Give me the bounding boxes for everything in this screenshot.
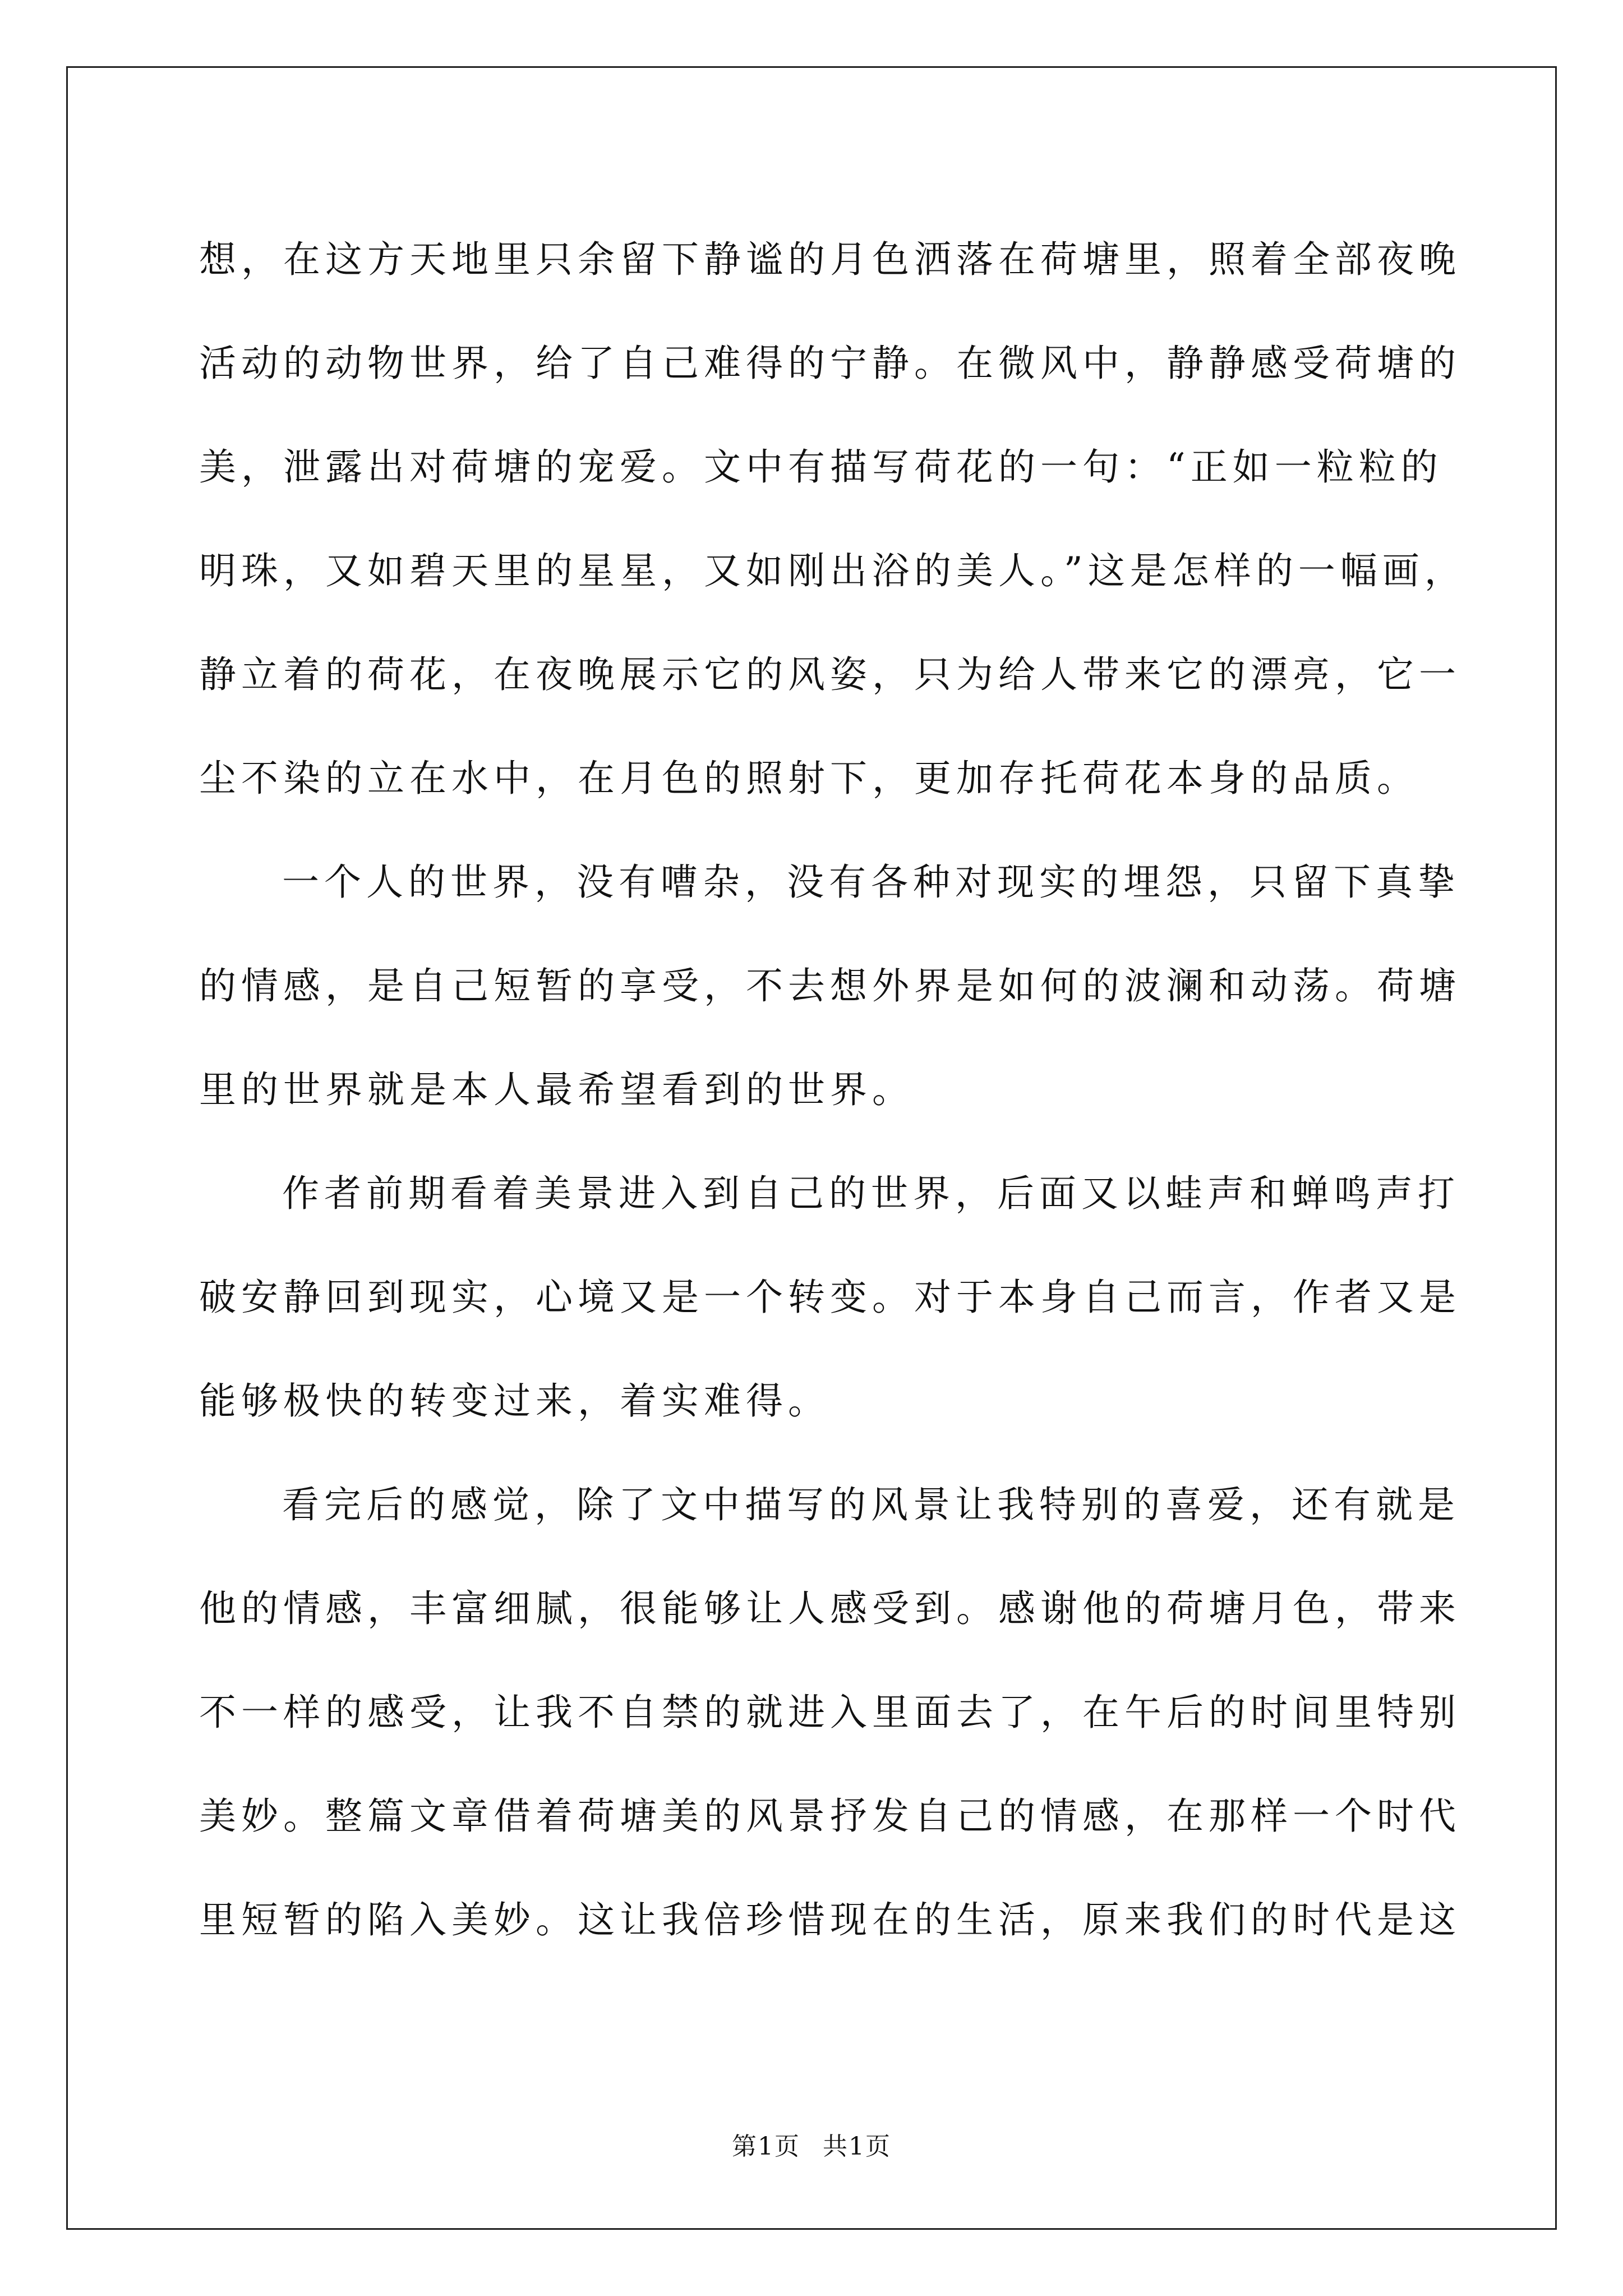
text-line: 他的情感，丰富细腻，很能够让人感受到。感谢他的荷塘月色，带来 xyxy=(199,1587,1461,1630)
text-line: 美，泄露出对荷塘的宠爱。文中有描写荷花的一句：“正如一粒粒的 xyxy=(199,445,1443,489)
text-line: 静立着的荷花，在夜晚展示它的风姿，只为给人带来它的漂亮，它一 xyxy=(199,653,1461,696)
text-line: 破安静回到现实，心境又是一个转变。对于本身自己而言，作者又是 xyxy=(199,1276,1461,1319)
paragraph-first-line: 看完后的感觉，除了文中描写的风景让我特别的喜爱，还有就是 xyxy=(282,1483,1460,1526)
text-line: 的情感，是自己短暂的享受，不去想外界是如何的波澜和动荡。荷塘 xyxy=(199,964,1461,1007)
text-line: 活动的动物世界，给了自己难得的宁静。在微风中，静静感受荷塘的 xyxy=(199,342,1461,385)
paragraph-first-line: 一个人的世界，没有嘈杂，没有各种对现实的埋怨，只留下真挚 xyxy=(282,861,1460,904)
text-line: 想，在这方天地里只余留下静谧的月色洒落在荷塘里，照着全部夜晚 xyxy=(199,238,1461,281)
page-number: 第1页 xyxy=(732,2132,800,2161)
text-line: 明珠，又如碧天里的星星，又如刚出浴的美人。”这是怎样的一幅画， xyxy=(199,549,1467,592)
text-line: 美妙。整篇文章借着荷塘美的风景抒发自己的情感，在那样一个时代 xyxy=(199,1795,1461,1838)
text-line: 里的世界就是本人最希望看到的世界。 xyxy=(199,1068,914,1111)
text-line: 里短暂的陷入美妙。这让我倍珍惜现在的生活，原来我们的时代是这 xyxy=(199,1898,1461,1941)
page-footer xyxy=(0,2126,1623,2162)
paragraph-first-line: 作者前期看着美景进入到自己的世界，后面又以蛙声和蝉鸣声打 xyxy=(282,1172,1460,1215)
text-line: 不一样的感受，让我不自禁的就进入里面去了，在午后的时间里特别 xyxy=(199,1691,1461,1734)
text-line: 能够极快的转变过来，着实难得。 xyxy=(199,1379,830,1423)
document-body xyxy=(199,208,1467,1972)
page-total: 共1页 xyxy=(823,2132,891,2161)
text-line: 尘不染的立在水中，在月色的照射下，更加存托荷花本身的品质。 xyxy=(199,757,1419,800)
